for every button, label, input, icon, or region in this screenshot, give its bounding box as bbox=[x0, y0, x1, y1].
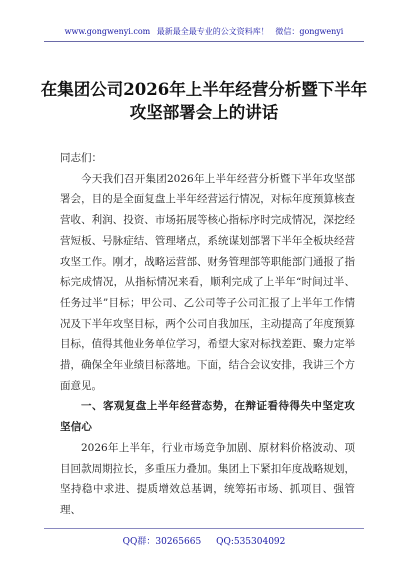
document-body bbox=[60, 148, 355, 521]
page-header bbox=[0, 26, 408, 37]
greeting: 同志们： bbox=[60, 152, 102, 164]
section-heading: 一、客观复盘上半年经营态势，在辩证看待得失中坚定攻坚信心 bbox=[60, 400, 355, 434]
document-title: 在集团公司2026年上半年经营分析暨下半年攻坚部署会上的讲话 bbox=[40, 80, 368, 122]
body-paragraph: 今天我们召开集团2026年上半年经营分析暨下半年攻坚部署会，目的是全面复盘上半年经营运行情况，对标年度预算核查营收、利润、投资、市场拓展等核心指标序时完成情况，深挖经营短板、号脉症结、管理堵点，系统谋划部署下半年全板块经营攻坚工作。刚才，战略运营部、财务管理部等职能部门通报了指标完成情况，从指标情况来看，顺利完成了上半年“时间过半、任务过半”目标；甲公司、乙公司等子公司汇报了上半年工作情况及下半年攻坚目标，两个公司自我加压，主动提高了年度预算目标，值得其他业务单位学习，希望大家对标找差距、聚力定举措，确保全年业绩目标落地。下面，结合会议安排，我讲三个方面意见。 bbox=[60, 172, 355, 392]
footer-divider bbox=[44, 528, 364, 529]
header-slogan: 最新最全最专业的公文资料库！ bbox=[156, 27, 269, 36]
header-site-link[interactable]: www.gongwenyi.com bbox=[64, 27, 151, 36]
section-paragraph: 2026年上半年，行业市场竞争加剧、原材料价格波动、项目回款周期拉长，多重压力叠加。集团上下紧扣年度战略规划，坚持稳中求进、提质增效总基调，统筹拓市场、抓项目、强管理、 bbox=[60, 441, 355, 516]
page-footer bbox=[0, 534, 408, 547]
footer-qq-group: QQ群：30265665 bbox=[122, 537, 202, 547]
header-divider bbox=[44, 41, 364, 42]
footer-qq: QQ:535304092 bbox=[216, 537, 286, 547]
header-wechat: 微信：gongwenyi bbox=[275, 27, 344, 36]
